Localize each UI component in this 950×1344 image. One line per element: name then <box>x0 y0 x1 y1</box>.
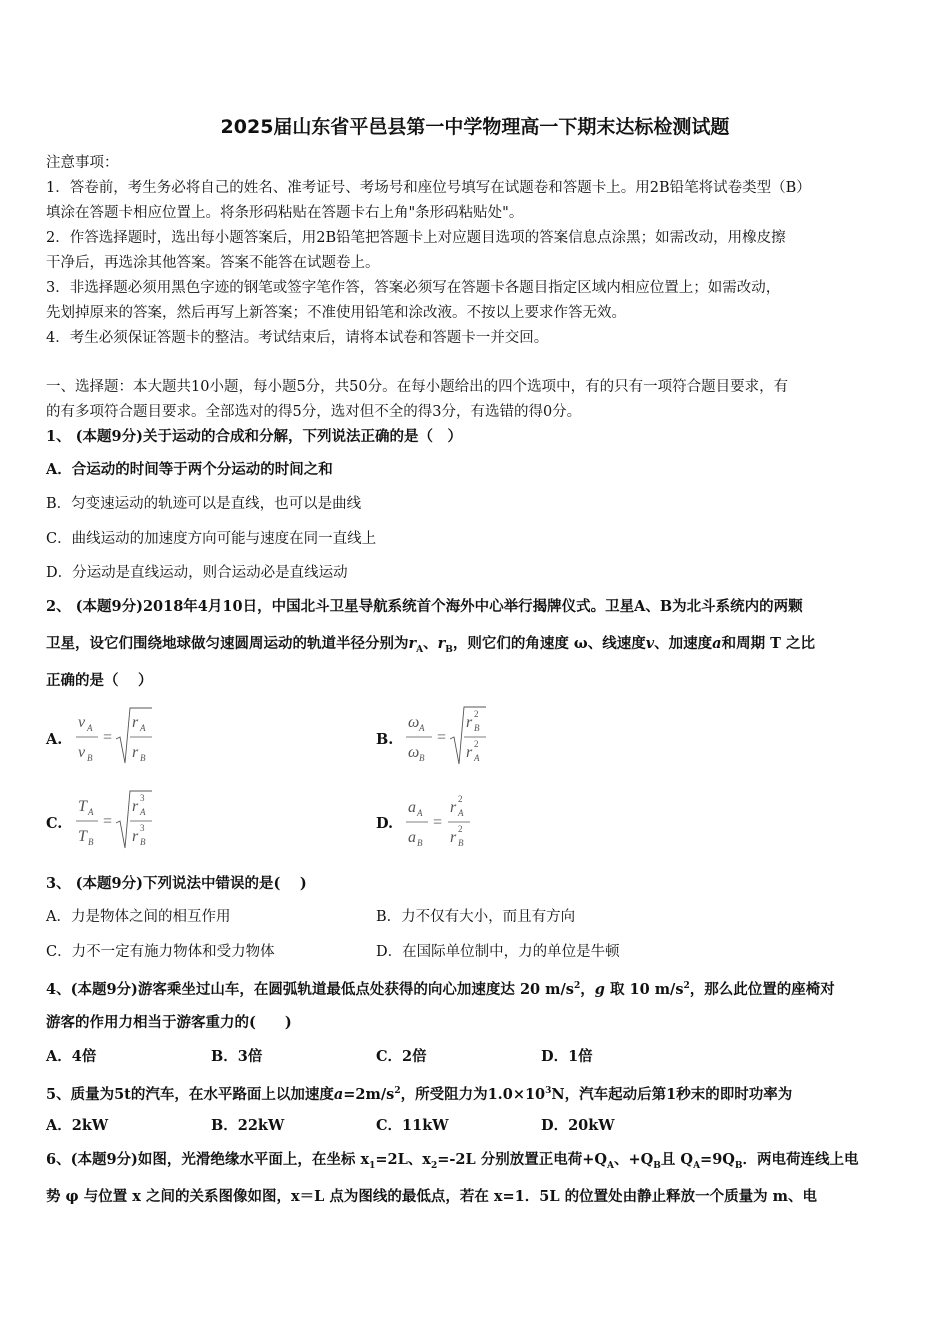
svg-text:A: A <box>419 723 425 733</box>
svg-text:A: A <box>88 807 94 817</box>
svg-text:ω: ω <box>408 744 420 761</box>
svg-text:r: r <box>450 829 457 846</box>
q1-option-b-text: B．匀变速运动的轨迹可以是直线，也可以是曲线 <box>46 496 362 512</box>
svg-text:T: T <box>78 798 87 815</box>
q4-stem-1: 4、(本题9分)游客乘坐过山车，在圆弧轨道最低点处获得的向心加速度达 20 $m/s^2$，g 取 10 $m/s^2$，那么此位置的座椅对 <box>46 980 835 998</box>
svg-text:r: r <box>132 714 139 731</box>
svg-text:B: B <box>458 838 464 848</box>
svg-text:B: B <box>87 753 93 763</box>
q3-option-b: B．力不仅有大小，而且有方向 <box>376 909 576 925</box>
svg-text:r: r <box>450 799 457 816</box>
q1-option-a <box>46 460 908 480</box>
svg-text:=: = <box>437 729 447 746</box>
q5-option-b: B．22kW <box>211 1117 285 1134</box>
q2-option-c-label: C. <box>46 815 63 832</box>
svg-text:B: B <box>474 723 480 733</box>
svg-text:=: = <box>433 814 443 831</box>
q1-option-c-text: C．曲线运动的加速度方向可能与速度在同一直线上 <box>46 531 377 547</box>
svg-text:r: r <box>466 714 473 731</box>
svg-text:2: 2 <box>474 709 479 719</box>
q4-option-d: D．1倍 <box>541 1048 593 1065</box>
notice-line-5: 3．非选择题必须用黑色字迹的钢笔或签字笔作答，答案必须写在答题卡各题目指定区域内相应位置上；如需改动， <box>46 280 781 296</box>
q4-option-a: A．4倍 <box>46 1048 97 1065</box>
q1-option-a-text: A．合运动的时间等于两个分运动的时间之和 <box>46 461 333 478</box>
q1-option-c <box>46 529 908 549</box>
q1-stem: 1、 (本题9分)关于运动的合成和分解，下列说法正确的是（ ） <box>46 428 462 445</box>
svg-text:=: = <box>103 813 113 830</box>
svg-text:A: A <box>474 753 480 763</box>
svg-text:T: T <box>78 828 87 845</box>
svg-text:r: r <box>466 744 473 761</box>
notice-line-7: 4．考生必须保证答题卡的整洁。考试结束后，请将本试卷和答题卡一并交回。 <box>46 330 549 346</box>
svg-text:B: B <box>140 837 146 847</box>
svg-text:A: A <box>140 723 146 733</box>
svg-text:B: B <box>417 838 423 848</box>
q2-option-d-formula <box>402 790 482 852</box>
q2-option-a-formula <box>72 705 162 767</box>
svg-text:=: = <box>103 729 113 746</box>
q1-option-d-text: D．分运动是直线运动，则合运动必是直线运动 <box>46 565 348 581</box>
q5-stem: 5、质量为5t的汽车，在水平路面上以加速度$a=2m/s^2$，所受阻力为$1.0\times 10^3N$，汽车起动后第1秒末的即时功率为 <box>46 1085 793 1103</box>
notice-line-1: 1．答卷前，考生务必将自己的姓名、准考证号、考场号和座位号填写在试题卷和答题卡上。用2B铅笔将试卷类型（B） <box>46 180 811 196</box>
q4-option-c: C．2倍 <box>376 1048 427 1065</box>
notice-line-2: 填涂在答题卡相应位置上。将条形码粘贴在答题卡右上角"条形码粘贴处"。 <box>46 205 524 221</box>
q3-option-d: D．在国际单位制中，力的单位是牛顿 <box>376 944 620 960</box>
notice-line-3: 2．作答选择题时，选出每小题答案后，用2B铅笔把答题卡上对应题目选项的答案信息点涂黑；如需改动，用橡皮擦 <box>46 230 786 246</box>
svg-text:3: 3 <box>140 823 145 833</box>
svg-text:r: r <box>132 798 139 815</box>
svg-text:v: v <box>78 714 86 731</box>
notice-line-4: 干净后，再选涂其他答案。答案不能答在试题卷上。 <box>46 255 380 271</box>
q1-option-b <box>46 494 908 514</box>
q2-option-b-label: B. <box>376 731 394 748</box>
svg-text:r: r <box>132 828 139 845</box>
svg-text:2: 2 <box>474 739 479 749</box>
svg-text:B: B <box>140 753 146 763</box>
q3-stem: 3、 (本题9分)下列说法中错误的是( ) <box>46 875 307 892</box>
q1-option-d <box>46 563 908 583</box>
svg-text:A: A <box>417 808 423 818</box>
section-intro-1: 一、选择题：本大题共10小题，每小题5分，共50分。在每小题给出的四个选项中，有的只有一项符合题目要求，有 <box>46 379 789 395</box>
q5-option-d: D．20kW <box>541 1117 615 1134</box>
q6-stem-1: 6、(本题9分)如图，光滑绝缘水平面上，在坐标 $x_1=2L$、$x_2=-2L$ 分别放置正电荷$+Q_A$、$+Q_B$且 $Q_A=9Q_B$．两电荷连线上电 <box>46 1151 859 1171</box>
svg-text:3: 3 <box>140 793 145 803</box>
q5-option-c: C．11kW <box>376 1117 449 1134</box>
q2-option-d-label: D. <box>376 815 394 832</box>
svg-text:B: B <box>419 753 425 763</box>
svg-text:a: a <box>408 829 416 846</box>
svg-text:r: r <box>132 744 139 761</box>
svg-text:A: A <box>458 808 464 818</box>
svg-text:ω: ω <box>408 714 420 731</box>
svg-text:B: B <box>88 837 94 847</box>
q6-stem-2: 势 φ 与位置 x 之间的关系图像如图，x＝L 点为图线的最低点，若在 x=1．5L 的位置处由静止释放一个质量为 m、电 <box>46 1188 817 1205</box>
q2-option-a-label: A. <box>46 731 63 748</box>
svg-text:2: 2 <box>458 824 463 834</box>
section-intro-2: 的有多项符合题目要求。全部选对的得5分，选对但不全的得3分，有选错的得0分。 <box>46 404 582 420</box>
q2-stem-1: 2、 (本题9分)2018年4月10日，中国北斗卫星导航系统首个海外中心举行揭牌仪式。卫星A、B为北斗系统内的两颗 <box>46 598 803 615</box>
q4-stem-2: 游客的作用力相当于游客重力的( ) <box>46 1014 292 1031</box>
notice-line-6: 先划掉原来的答案，然后再写上新答案；不准使用铅笔和涂改液。不按以上要求作答无效。 <box>46 305 626 321</box>
svg-text:v: v <box>78 744 86 761</box>
svg-text:2: 2 <box>458 794 463 804</box>
page-title: 2025届山东省平邑县第一中学物理高一下期末达标检测试题 <box>220 116 730 138</box>
svg-text:A: A <box>140 807 146 817</box>
q4-option-b: B．3倍 <box>211 1048 263 1065</box>
svg-text:A: A <box>87 723 93 733</box>
q2-stem-2: 卫星，设它们围绕地球做匀速圆周运动的轨道半径分别为$r_A$、$r_B$，则它们的角速度 ω、线速度v、加速度a和周期 T 之比 <box>46 635 815 655</box>
q2-option-b-formula <box>402 703 497 769</box>
q2-option-c-formula <box>72 787 162 853</box>
notice-heading: 注意事项： <box>46 155 119 171</box>
q5-option-a: A．2kW <box>46 1117 109 1134</box>
svg-text:a: a <box>408 799 416 816</box>
q3-option-a: A．力是物体之间的相互作用 <box>46 909 231 925</box>
q3-option-c: C．力不一定有施力物体和受力物体 <box>46 944 275 960</box>
q2-stem-3: 正确的是（ ） <box>46 672 153 689</box>
